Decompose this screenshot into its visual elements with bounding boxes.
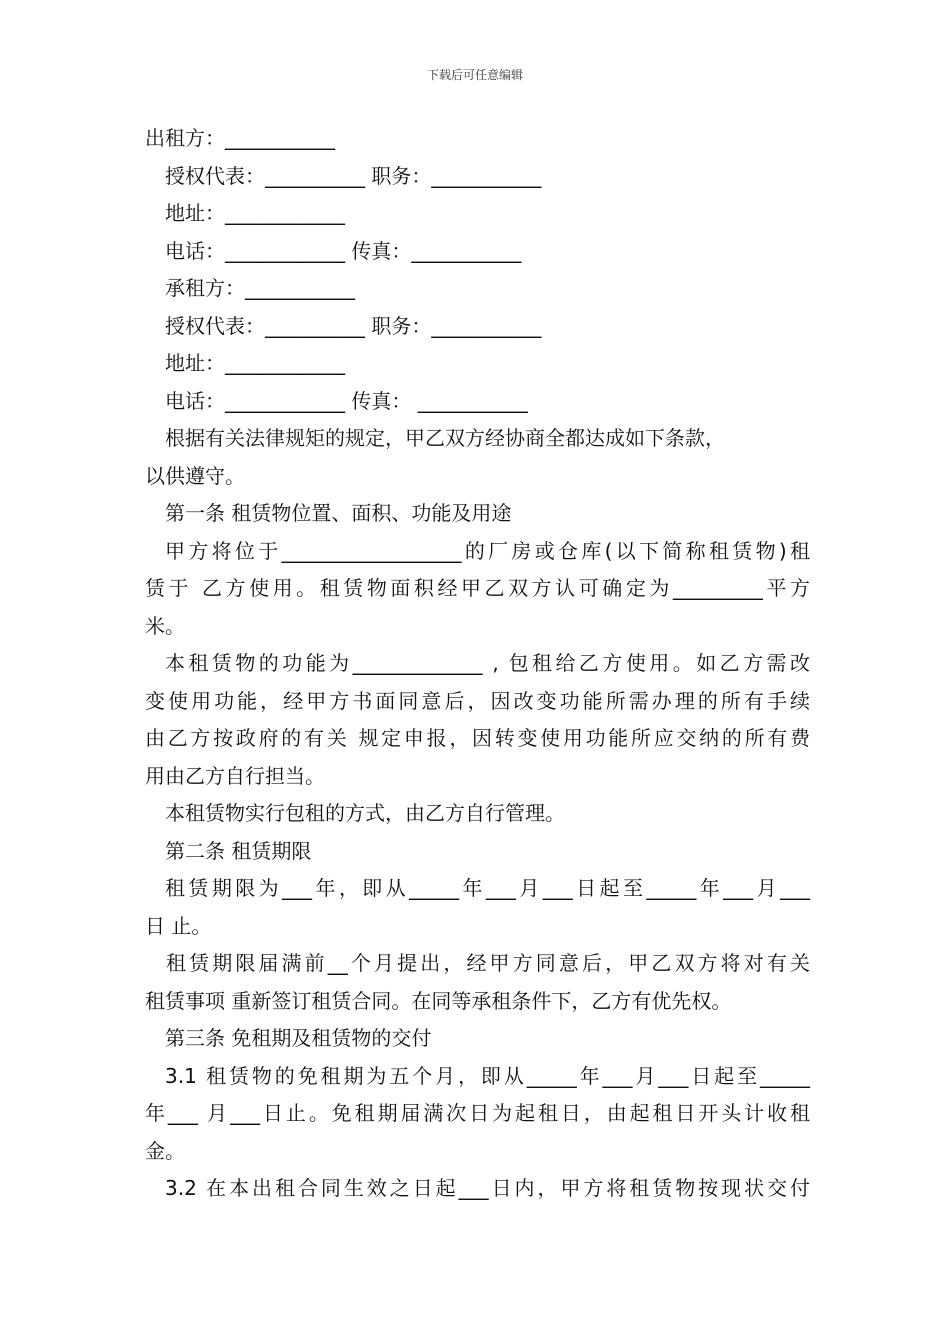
lessor-representative-line: 授权代表：__________ 职务：___________ xyxy=(165,163,542,188)
lease-term-line-2: 日 止。 xyxy=(145,913,212,938)
function-text-line-3: 由乙方按政府的有关 规定申报，因转变使用功能所应交纳的所有费 xyxy=(145,726,810,750)
lessor-address-line: 地址：____________ xyxy=(165,201,345,225)
preamble-line-2: 以供遵守。 xyxy=(145,463,245,488)
preamble-line-1: 根据有关法律规矩的规定，甲乙双方经协商全都达成如下条款， xyxy=(165,426,725,450)
article-1-text-line-1: 甲方将位于__________________的厂房或仓库(以下简称租赁物)租 xyxy=(165,538,810,563)
renewal-line-2: 租赁事项 重新签订租赁合同。在同等承租条件下，乙方有优先权。 xyxy=(145,988,732,1013)
page-header: 下载后可任意编辑 xyxy=(426,68,523,82)
lease-term-line-1: 租赁期限为___年，即从_____年___月___日起至_____年___月___ xyxy=(165,876,810,900)
lessor-line: 出租方：___________ xyxy=(145,126,335,150)
clause-3-1-line-2: 年___ 月___日止。免租期届满次日为起租日，由起租日开头计收租 xyxy=(145,1101,810,1125)
clause-3-1-line-1: 3.1 租赁物的免租期为五个月，即从_____年___月___日起至_____ xyxy=(165,1063,810,1088)
lease-mode-line: 本租赁物实行包租的方式，由乙方自行管理。 xyxy=(165,801,565,825)
article-1-text-line-2: 赁于 乙方使用。租赁物面积经甲乙双方认可确定为_________平方 xyxy=(145,576,810,600)
article-3-heading: 第三条 免租期及租赁物的交付 xyxy=(165,1026,432,1050)
renewal-line-1: 租赁期限届满前__个月提出，经甲方同意后，甲乙双方将对有关 xyxy=(166,951,810,975)
article-1-heading: 第一条 租赁物位置、面积、功能及用途 xyxy=(165,501,512,525)
clause-3-1-line-3: 金。 xyxy=(145,1138,185,1163)
clause-3-2-line-1: 3.2 在本出租合同生效之日起___日内，甲方将租赁物按现状交付 xyxy=(165,1176,810,1200)
lessor-phone-fax-line: 电话：____________ 传真：___________ xyxy=(165,238,522,263)
function-text-line-2: 变使用功能，经甲方书面同意后，因改变功能所需办理的所有手续 xyxy=(145,688,810,713)
lessee-address-line: 地址：____________ xyxy=(165,351,345,375)
contract-body xyxy=(145,120,810,1208)
lessee-line: 承租方：___________ xyxy=(165,276,355,300)
lessee-representative-line: 授权代表：__________ 职务：___________ xyxy=(165,313,542,338)
article-1-text-line-3: 米。 xyxy=(145,613,185,638)
function-text-line-1: 本租赁物的功能为_____________ , 包租给乙方使用。如乙方需改 xyxy=(165,651,810,675)
lessee-phone-fax-line: 电话：____________ 传真： ___________ xyxy=(165,388,528,413)
article-2-heading: 第二条 租赁期限 xyxy=(165,838,312,863)
function-text-line-4: 用由乙方自行担当。 xyxy=(145,763,325,788)
